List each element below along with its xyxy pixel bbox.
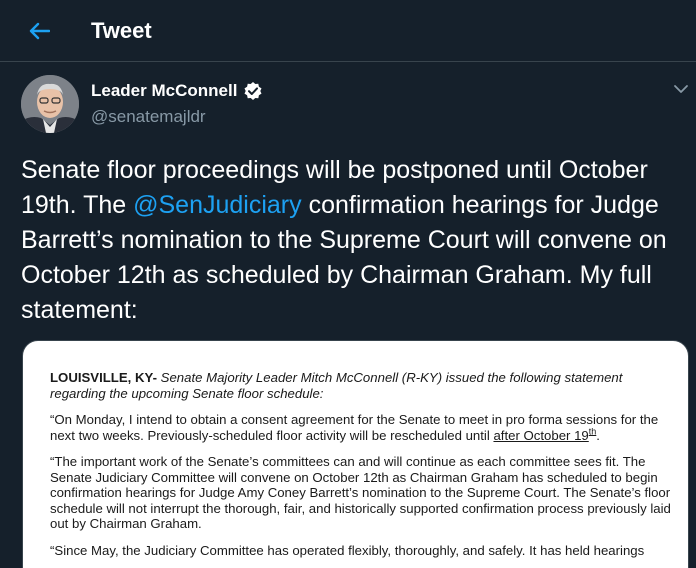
avatar-image xyxy=(21,75,79,133)
author-name-row[interactable] xyxy=(91,81,263,101)
back-button[interactable] xyxy=(22,14,56,48)
tweet-header xyxy=(0,0,696,62)
author-handle[interactable]: @senatemajldr xyxy=(91,107,206,126)
avatar[interactable] xyxy=(21,75,79,133)
statement-document xyxy=(50,370,678,568)
page-title: Tweet xyxy=(91,18,152,43)
tweet-text-part: Senate floor proceedings will be postponed until October 19th. The xyxy=(21,156,648,219)
verified-badge-icon xyxy=(243,81,263,101)
chevron-down-icon xyxy=(672,82,690,96)
arrow-left-icon xyxy=(28,22,50,40)
underlined-date: after October 19 xyxy=(493,427,589,443)
statement-paragraph-1: “On Monday, I intend to obtain a consent agreement for the Senate to meet in pro forma sessions for the next two weeks. Previously-scheduled floor activity will be rescheduled until after October 19th. xyxy=(50,412,659,443)
tweet-text xyxy=(21,153,691,328)
tweet-text-part: confirmation hearings for Judge Barrett’s nomination to the Supreme Court will convene on October 12th as scheduled by Chairman Graham. My full statement: xyxy=(21,191,667,324)
statement-paragraph-2: “The important work of the Senate’s committees can and will continue as each committee sees fit. The Senate Judiciary Committee will convene on October 12th as Chairman Graham has scheduled to begin confirmation hearings for Judge Amy Coney Barrett’s nomination to the Supreme Court. The Senate’s floor schedule will not interrupt the thorough, fair, and historically supported confirmation process previously laid out by Chairman Graham. xyxy=(50,454,671,531)
intro-text: Senate Majority Leader Mitch McConnell (R-KY) issued the following statement regarding the upcoming Senate floor schedule: xyxy=(50,370,623,401)
more-options-button[interactable] xyxy=(672,82,690,96)
statement-paragraph-3: “Since May, the Judiciary Committee has operated flexibly, thoroughly, and safely. It has held hearings xyxy=(50,542,645,558)
tweet-media-image[interactable] xyxy=(22,340,689,568)
mention-link[interactable]: @SenJudiciary xyxy=(133,191,302,219)
display-name[interactable]: Leader McConnell xyxy=(91,81,238,100)
dateline: LOUISVILLE, KY- xyxy=(50,370,157,385)
statement-intro xyxy=(50,370,678,401)
